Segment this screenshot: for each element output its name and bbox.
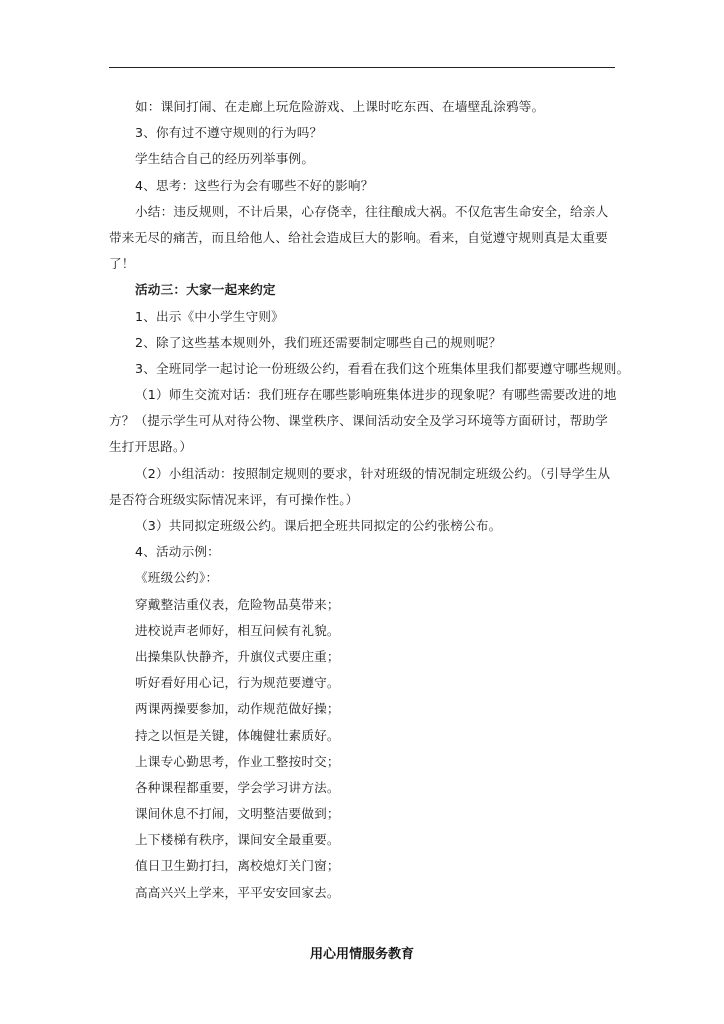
- text-line: 生打开思路。）: [109, 439, 193, 455]
- text-line: 持之以恒是关键，体魄健壮素质好。: [135, 727, 340, 743]
- text-line: 2、除了这些基本规则外，我们班还需要制定哪些自己的规则呢？: [135, 334, 502, 350]
- text-line: 小结：违反规则，不计后果，心存侥幸，往往酿成大祸。不仅危害生命安全，给亲人: [135, 203, 609, 219]
- section-heading: 活动三：大家一起来约定: [135, 282, 276, 298]
- text-line: 《班级公约》：: [135, 570, 219, 586]
- header-rule: [109, 67, 615, 68]
- text-line: 穿戴整洁重仪表，危险物品莫带来；: [135, 596, 340, 612]
- text-line: 上课专心勤思考，作业工整按时交；: [135, 753, 340, 769]
- text-line: （2）小组活动：按照制定规则的要求，针对班级的情况制定班级公约。（引导学生从: [135, 465, 611, 481]
- text-line: 进校说声老师好，相互问候有礼貌。: [135, 622, 340, 638]
- text-line: 两课两操要参加，动作规范做好操；: [135, 701, 340, 717]
- text-line: 方？（提示学生可从对待公物、课堂秩序、课间活动安全及学习环境等方面研讨，帮助学: [109, 413, 608, 429]
- text-line: 高高兴兴上学来，平平安安回家去。: [135, 884, 340, 900]
- text-line: 带来无尽的痛苦，而且给他人、给社会造成巨大的影响。看来，自觉遵守规则真是太重要: [109, 229, 608, 245]
- text-line: 是否符合班级实际情况来评，有可操作性。）: [109, 491, 359, 507]
- text-line: （3）共同拟定班级公约。课后把全班共同拟定的公约张榜公布。: [135, 518, 502, 533]
- text-line: （1）师生交流对话：我们班存在哪些影响班集体进步的现象呢？有哪些需要改进的地: [135, 387, 617, 403]
- text-line: 听好看好用心记，行为规范要遵守。: [135, 675, 340, 691]
- text-line: 4、思考：这些行为会有哪些不好的影响？: [135, 177, 374, 193]
- text-line: 上下楼梯有秩序，课间安全最重要。: [135, 832, 340, 848]
- text-line: 学生结合自己的经历列举事例。: [135, 151, 315, 167]
- text-line: 3、全班同学一起讨论一份班级公约，看看在我们这个班集体里我们都要遵守哪些规则。: [135, 360, 630, 376]
- text-line: 出操集队快静齐，升旗仪式要庄重；: [135, 648, 340, 664]
- text-line: 4、活动示例：: [135, 544, 220, 560]
- document-body: [109, 94, 629, 906]
- text-line: 各种课程都重要，学会学习讲方法。: [135, 779, 340, 795]
- page-footer: 用心用情服务教育: [309, 947, 414, 962]
- text-line: 值日卫生勤打扫，离校熄灯关门窗；: [135, 858, 340, 874]
- text-line: 如：课间打闹、在走廊上玩危险游戏、上课时吃东西、在墙壁乱涂鸦等。: [135, 99, 545, 114]
- text-line: 了！: [109, 256, 135, 272]
- text-line: 课间休息不打闹，文明整洁要做到；: [135, 806, 340, 822]
- text-line: 1、出示《中小学生守则》: [135, 308, 284, 324]
- text-line: 3、你有过不遵守规则的行为吗？: [135, 125, 323, 141]
